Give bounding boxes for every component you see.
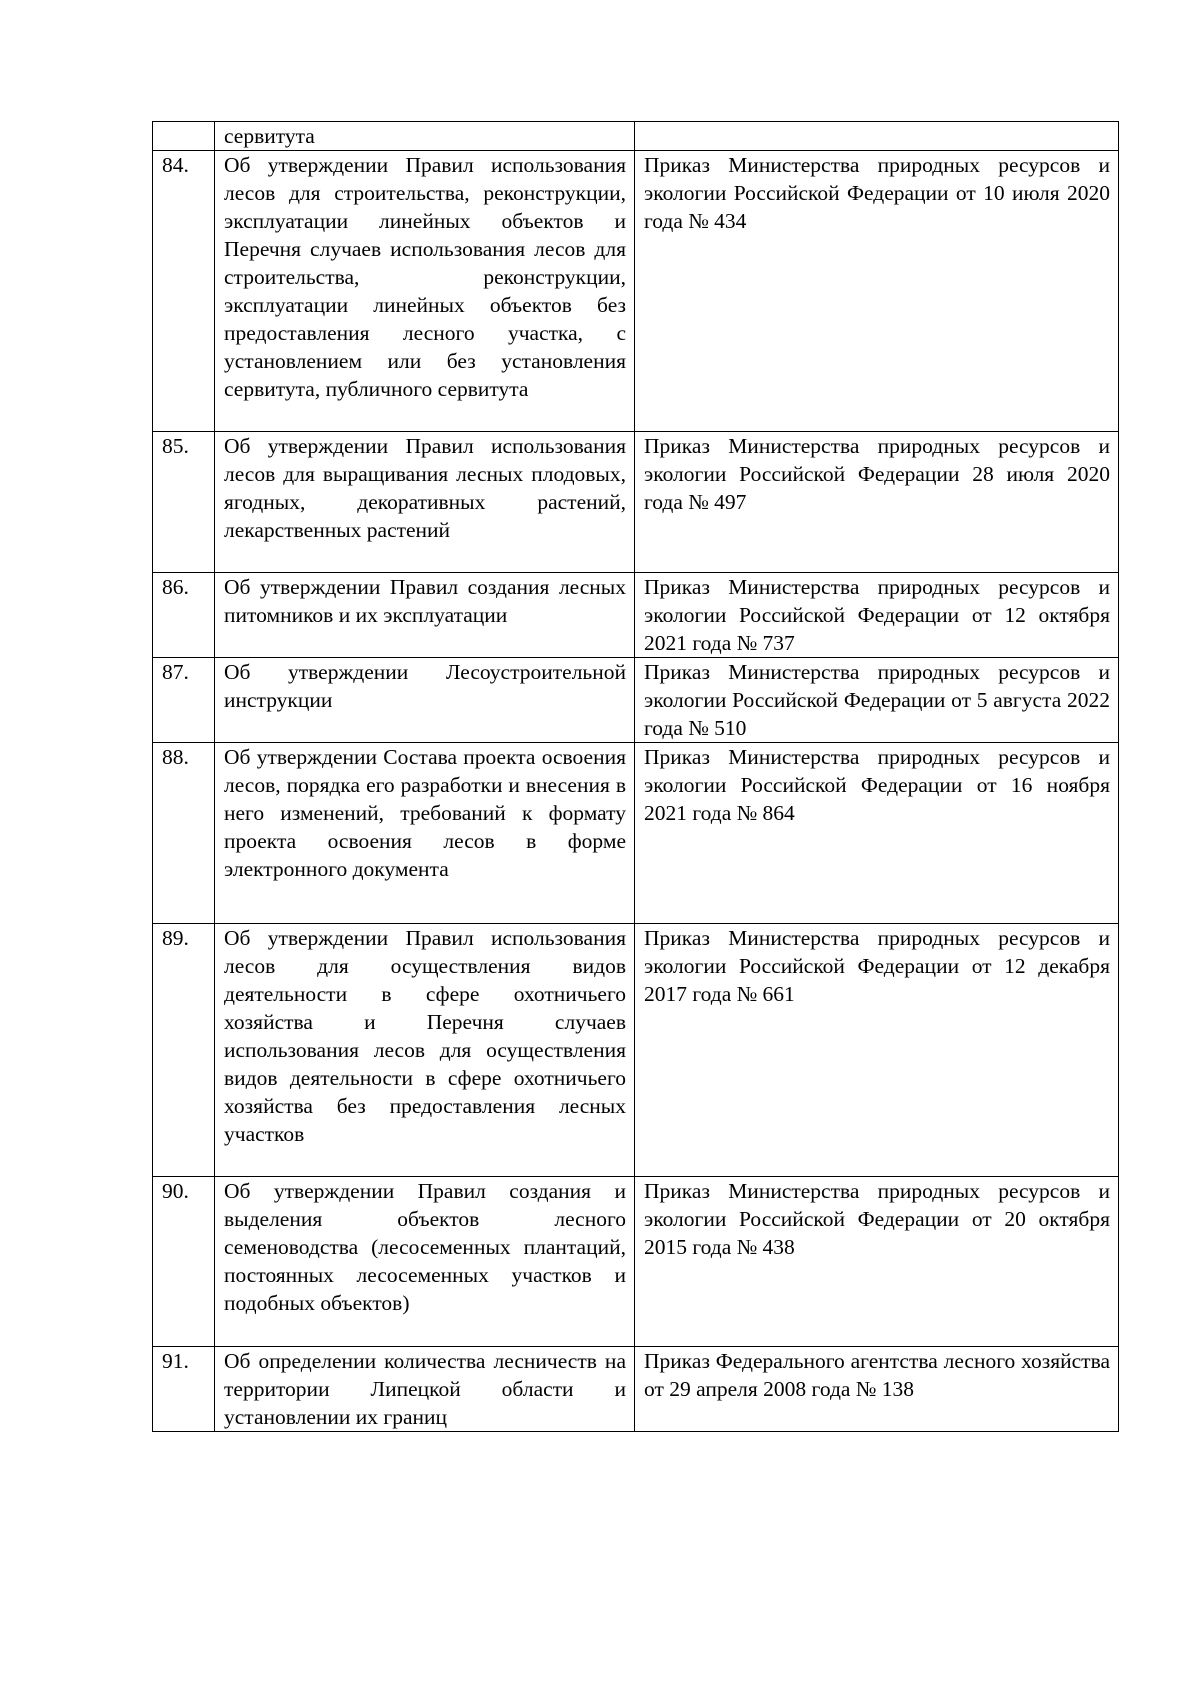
act-title-cell: Об утверждении Правил использования лесов для выращивания лесных плодовых, ягодных, декоративных растений, лекарственных растений [215,432,635,573]
act-source-cell: Приказ Министерства природных ресурсов и экологии Российской Федерации от 10 июля 2020 года № 434 [635,151,1119,432]
table-row [153,1177,1119,1347]
row-number-cell: 87. [153,658,215,743]
row-number-cell [153,122,215,151]
act-source-cell: Приказ Федерального агентства лесного хозяйства от 29 апреля 2008 года № 138 [635,1347,1119,1432]
act-title-cell: Об утверждении Правил создания лесных питомников и их эксплуатации [215,573,635,658]
act-title-cell: Об утверждении Правил использования лесов для осуществления видов деятельности в сфере охотничьего хозяйства и Перечня случаев использования лесов для осуществления видов деятельности в сфере охотничьего хозяйства без предоставления лесных участков [215,924,635,1177]
act-source-cell [635,122,1119,151]
table-row [153,151,1119,432]
act-title-cell: сервитута [215,122,635,151]
act-title-cell: Об утверждении Правил создания и выделения объектов лесного семеноводства (лесосеменных плантаций, постоянных лесосеменных участков и подобных объектов) [215,1177,635,1347]
act-source-cell: Приказ Министерства природных ресурсов и экологии Российской Федерации от 16 ноября 2021 года № 864 [635,743,1119,924]
row-number-cell: 89. [153,924,215,1177]
act-title-cell: Об утверждении Правил использования лесов для строительства, реконструкции, эксплуатации линейных объектов и Перечня случаев использования лесов для строительства, реконструкции, эксплуатации линейных объектов без предоставления лесного участка, с установлением или без установления сервитута, публичного сервитута [215,151,635,432]
table-row [153,1347,1119,1432]
row-number-cell: 84. [153,151,215,432]
act-source-cell: Приказ Министерства природных ресурсов и экологии Российской Федерации от 20 октября 2015 года № 438 [635,1177,1119,1347]
table-row [153,658,1119,743]
table-row-continuation [153,122,1119,151]
legal-acts-table [152,121,1119,1432]
row-number-cell: 88. [153,743,215,924]
row-number-cell: 90. [153,1177,215,1347]
act-title-cell: Об утверждении Состава проекта освоения лесов, порядка его разработки и внесения в него изменений, требований к формату проекта освоения лесов в форме электронного документа [215,743,635,924]
row-number-cell: 91. [153,1347,215,1432]
act-source-cell: Приказ Министерства природных ресурсов и экологии Российской Федерации 28 июля 2020 года № 497 [635,432,1119,573]
row-number-cell: 85. [153,432,215,573]
act-source-cell: Приказ Министерства природных ресурсов и экологии Российской Федерации от 12 декабря 2017 года № 661 [635,924,1119,1177]
table-row [153,432,1119,573]
act-title-cell: Об определении количества лесничеств на территории Липецкой области и установлении их границ [215,1347,635,1432]
table-row [153,924,1119,1177]
row-number-cell: 86. [153,573,215,658]
act-title-cell: Об утверждении Лесоустроительной инструкции [215,658,635,743]
act-source-cell: Приказ Министерства природных ресурсов и экологии Российской Федерации от 12 октября 2021 года № 737 [635,573,1119,658]
table-row [153,573,1119,658]
table-row [153,743,1119,924]
act-source-cell: Приказ Министерства природных ресурсов и экологии Российской Федерации от 5 августа 2022 года № 510 [635,658,1119,743]
